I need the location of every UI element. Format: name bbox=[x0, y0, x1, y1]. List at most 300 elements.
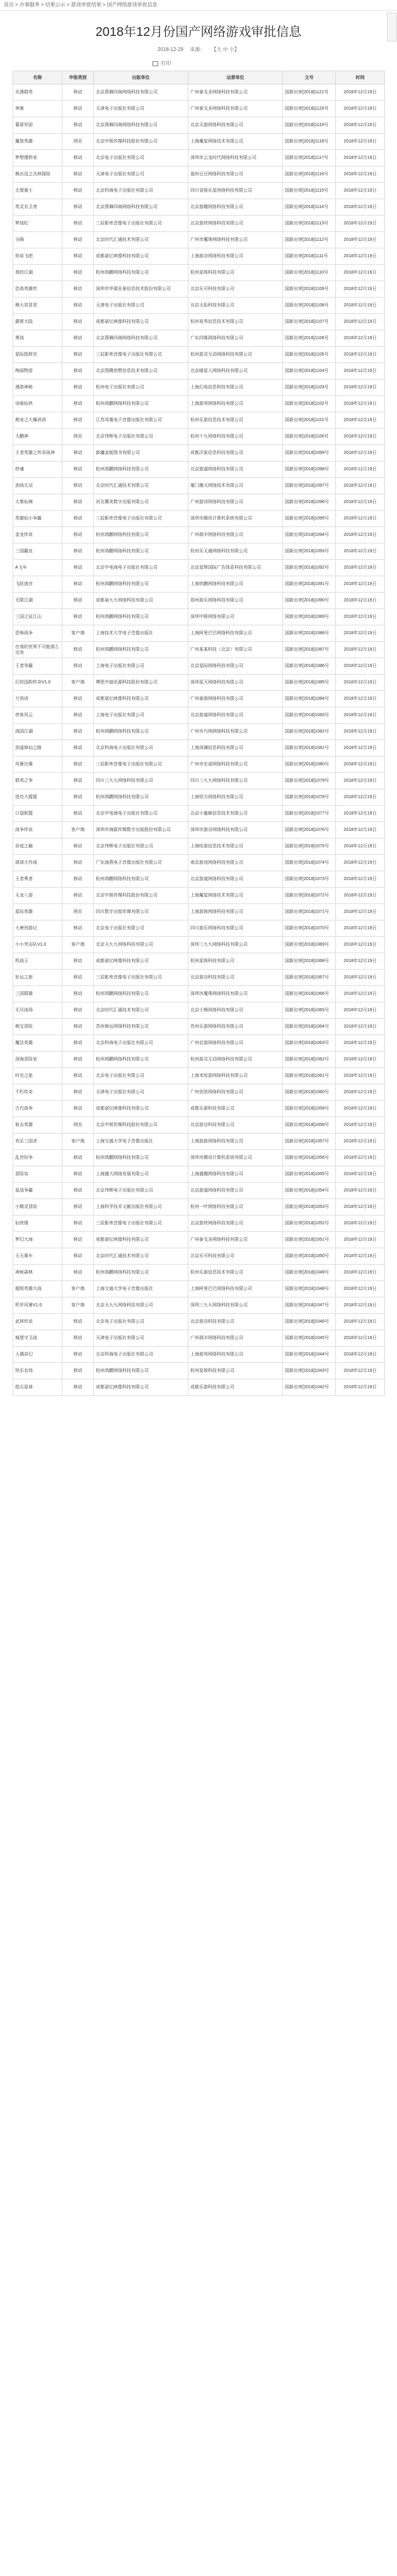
document-no-cell: 国新出审[2018]1103号 bbox=[283, 380, 336, 396]
approval-table bbox=[13, 71, 385, 1396]
game-name-cell: 不朽传奇 bbox=[13, 1084, 62, 1101]
game-name-cell: 梦幻大海 bbox=[13, 1232, 62, 1248]
document-no-cell: 国新出审[2018]1073号 bbox=[283, 871, 336, 888]
date-cell: 2018年12月19日 bbox=[336, 609, 385, 625]
operator-cell: 北京游道网络科技有限公司 bbox=[188, 707, 283, 724]
game-name-cell: 勇战 bbox=[13, 330, 62, 347]
col-header-operator: 运营单位 bbox=[188, 71, 283, 84]
document-no-cell: 国新出审[2018]1095号 bbox=[283, 511, 336, 527]
category-cell: 移动 bbox=[62, 953, 94, 970]
col-header-publisher: 出版单位 bbox=[94, 71, 188, 84]
table-row bbox=[13, 478, 385, 494]
operator-cell: 上海游邦网络科技有限公司 bbox=[188, 1347, 283, 1363]
table-row bbox=[13, 1084, 385, 1101]
category-cell: 移动 bbox=[62, 1330, 94, 1347]
operator-cell: 北京乐可科技有限公司 bbox=[188, 1248, 283, 1265]
game-name-cell: 梦想建桥家 bbox=[13, 150, 62, 166]
date-cell: 2018年12月19日 bbox=[336, 1248, 385, 1265]
document-no-cell: 国新出审[2018]1118号 bbox=[283, 134, 336, 150]
side-panel bbox=[387, 13, 397, 42]
operator-cell: 广州启游网络科技有限公司 bbox=[188, 1035, 283, 1052]
document-no-cell: 国新出审[2018]1070号 bbox=[283, 920, 336, 937]
document-no-cell: 国新出审[2018]1057号 bbox=[283, 1134, 336, 1150]
document-no-cell: 国新出审[2018]1067号 bbox=[283, 970, 336, 986]
category-cell: 客户端 bbox=[62, 1297, 94, 1314]
game-name-cell: 英雄仙小争霸 bbox=[13, 511, 62, 527]
game-name-cell: 无尽战场 bbox=[13, 1002, 62, 1019]
category-cell: 移动 bbox=[62, 1150, 94, 1166]
document-no-cell: 国新出审[2018]1115号 bbox=[283, 183, 336, 199]
publisher-cell: 上海技术大学电子音像出版社 bbox=[94, 625, 188, 642]
date-cell: 2018年12月19日 bbox=[336, 117, 385, 134]
game-name-cell: 机甲风暴V1.0 bbox=[13, 1297, 62, 1314]
category-cell: 移动 bbox=[62, 1347, 94, 1363]
category-cell: 移动 bbox=[62, 1248, 94, 1265]
publisher-cell: 成都诺亿映像科技有限公司 bbox=[94, 1101, 188, 1117]
date-cell: 2018年12月19日 bbox=[336, 1215, 385, 1232]
operator-cell: 深圳三九九网络科技有限公司 bbox=[188, 1297, 283, 1314]
category-cell: 移动 bbox=[62, 757, 94, 773]
operator-cell: 四川游乐网络科技有限公司 bbox=[188, 920, 283, 937]
breadcrumb-results[interactable]: 结果公示 bbox=[45, 2, 66, 8]
game-name-cell: 球球大作战 bbox=[13, 855, 62, 871]
table-row bbox=[13, 838, 385, 855]
publisher-cell: 北京图腾创想信息技术有限公司 bbox=[94, 363, 188, 380]
operator-cell: 北京天拓科技有限公司 bbox=[188, 298, 283, 314]
document-no-cell: 国新出审[2018]1063号 bbox=[283, 1035, 336, 1052]
date-cell: 2018年12月19日 bbox=[336, 1101, 385, 1117]
date-cell: 2018年12月19日 bbox=[336, 625, 385, 642]
operator-cell: 广州泰游网络科技有限公司 bbox=[188, 691, 283, 707]
document-no-cell: 国新出审[2018]1101号 bbox=[283, 412, 336, 429]
game-name-cell: 魔兽英雄 bbox=[13, 134, 62, 150]
operator-cell: 北京游侠网络科技有限公司 bbox=[188, 1215, 283, 1232]
operator-cell: 深圳三九九网络科技有限公司 bbox=[188, 937, 283, 953]
table-row bbox=[13, 953, 385, 970]
publisher-cell: 杭州鸿鹏网络科技有限公司 bbox=[94, 461, 188, 478]
table-row bbox=[13, 363, 385, 380]
document-no-cell: 国新出审[2018]1119号 bbox=[283, 117, 336, 134]
document-no-cell: 国新出审[2018]1087号 bbox=[283, 642, 336, 658]
date-cell: 2018年12月19日 bbox=[336, 838, 385, 855]
document-no-cell: 国新出审[2018]1110号 bbox=[283, 265, 336, 281]
print-button[interactable] bbox=[152, 60, 171, 67]
game-name-cell: 古代战争 bbox=[13, 1101, 62, 1117]
document-no-cell: 国新出审[2018]1108号 bbox=[283, 298, 336, 314]
date-cell: 2018年12月19日 bbox=[336, 1314, 385, 1330]
category-cell: 移动 bbox=[62, 707, 94, 724]
table-row bbox=[13, 1248, 385, 1265]
date-cell: 2018年12月19日 bbox=[336, 445, 385, 461]
category-cell: 移动 bbox=[62, 84, 94, 101]
operator-cell: 广州市魔珠网络科技有限公司 bbox=[188, 232, 283, 248]
operator-cell: 上海阿里巴巴网络科技有限公司 bbox=[188, 625, 283, 642]
operator-cell: 北京游谷科技有限公司 bbox=[188, 1117, 283, 1134]
document-no-cell: 国新出审[2018]1116号 bbox=[283, 166, 336, 183]
document-no-cell: 国新出审[2018]1084号 bbox=[283, 691, 336, 707]
date-cell: 2018年12月19日 bbox=[336, 1265, 385, 1281]
date-cell: 2018年12月19日 bbox=[336, 511, 385, 527]
document-no-cell: 国新出审[2018]1089号 bbox=[283, 609, 336, 625]
publisher-cell: 上海交通大学电子音像出版社 bbox=[94, 1134, 188, 1150]
publisher-cell: 新疆金版图书有限公司 bbox=[94, 445, 188, 461]
table-row bbox=[13, 1150, 385, 1166]
document-no-cell: 国新出审[2018]1050号 bbox=[283, 1248, 336, 1265]
game-name-cell: 无限江湖 bbox=[13, 593, 62, 609]
table-row bbox=[13, 871, 385, 888]
document-no-cell: 国新出审[2018]1072号 bbox=[283, 888, 336, 904]
date-cell: 2018年12月19日 bbox=[336, 1134, 385, 1150]
game-name-cell: 仙侠缘 bbox=[13, 1215, 62, 1232]
table-row bbox=[13, 298, 385, 314]
publisher-cell: 北京电子出版社有限公司 bbox=[94, 1068, 188, 1084]
table-row bbox=[13, 281, 385, 298]
publisher-cell: 杭州鸿鹏网络科技有限公司 bbox=[94, 642, 188, 658]
operator-cell: 上海深渊信息科技有限公司 bbox=[188, 740, 283, 757]
game-name-cell: 拼魂 bbox=[13, 461, 62, 478]
document-no-cell: 国新出审[2018]1062号 bbox=[283, 1052, 336, 1068]
document-no-cell: 国新出审[2018]1059号 bbox=[283, 1101, 336, 1117]
category-cell: 移动 bbox=[62, 461, 94, 478]
category-cell: 移动 bbox=[62, 593, 94, 609]
date-cell: 2018年12月19日 bbox=[336, 1297, 385, 1314]
publisher-cell: 北京中电海电子出版社有限公司 bbox=[94, 560, 188, 576]
category-cell: 移动 bbox=[62, 396, 94, 412]
date-cell: 2018年12月19日 bbox=[336, 1330, 385, 1347]
game-name-cell: 大唐西游记 bbox=[13, 920, 62, 937]
date-cell: 2018年12月19日 bbox=[336, 986, 385, 1002]
table-row bbox=[13, 642, 385, 658]
operator-cell: 深圳市魔珠网络科技有限公司 bbox=[188, 986, 283, 1002]
document-no-cell: 国新出审[2018]1093号 bbox=[283, 543, 336, 560]
category-cell: 移动 bbox=[62, 1052, 94, 1068]
game-name-cell: 奔驰 bbox=[13, 101, 62, 117]
table-row bbox=[13, 609, 385, 625]
publisher-cell: 北京燕舞四海网络科技有限公司 bbox=[94, 199, 188, 216]
game-name-cell: 幻世国韵传奇V1.0 bbox=[13, 675, 62, 691]
date-cell: 2018年12月19日 bbox=[336, 101, 385, 117]
game-name-cell: 城堡守卫战 bbox=[13, 1330, 62, 1347]
document-no-cell: 国新出审[2018]1078号 bbox=[283, 789, 336, 806]
game-name-cell: 绚丽物语 bbox=[13, 363, 62, 380]
document-no-cell: 国新出审[2018]1058号 bbox=[283, 1117, 336, 1134]
date-cell: 2018年12月19日 bbox=[336, 757, 385, 773]
operator-cell: 深圳市腾讯计算机系统有限公司 bbox=[188, 511, 283, 527]
publisher-cell: 天津电子出版社有限公司 bbox=[94, 1330, 188, 1347]
game-name-cell: 射击英雄 bbox=[13, 1117, 62, 1134]
table-row bbox=[13, 396, 385, 412]
date-cell: 2018年12月19日 bbox=[336, 134, 385, 150]
game-name-cell: 王者英雄之传奇战神 bbox=[13, 445, 62, 461]
document-no-cell: 国新出审[2018]1079号 bbox=[283, 773, 336, 789]
category-cell: 移动 bbox=[62, 691, 94, 707]
publisher-cell: 杭州鸿鹏网络科技有限公司 bbox=[94, 871, 188, 888]
date-cell: 2018年12月19日 bbox=[336, 183, 385, 199]
game-name-cell: 王者勇者 bbox=[13, 871, 62, 888]
table-row bbox=[13, 855, 385, 871]
category-cell: 移动 bbox=[62, 166, 94, 183]
table-row bbox=[13, 265, 385, 281]
date-cell: 2018年12月19日 bbox=[336, 642, 385, 658]
category-cell: 移动 bbox=[62, 1183, 94, 1199]
game-name-cell: 时光之旅 bbox=[13, 1068, 62, 1084]
date-cell: 2018年12月19日 bbox=[336, 560, 385, 576]
category-cell: 移动 bbox=[62, 380, 94, 396]
operator-cell: 四川三九九网络科技有限公司 bbox=[188, 773, 283, 789]
category-cell: 移动 bbox=[62, 1019, 94, 1035]
document-no-cell: 国新出审[2018]1109号 bbox=[283, 281, 336, 298]
table-row bbox=[13, 724, 385, 740]
document-no-cell: 国新出审[2018]1099号 bbox=[283, 445, 336, 461]
font-size-switcher[interactable]: 【大 中 小】 bbox=[211, 47, 239, 52]
operator-cell: 北京小蜜蜂信息技术有限公司 bbox=[188, 806, 283, 822]
operator-cell: 杭州乐游信息技术有限公司 bbox=[188, 1265, 283, 1281]
breadcrumb-services[interactable]: 办事服务 bbox=[19, 2, 40, 8]
publisher-cell: 三辰影库音像电子出版社有限公司 bbox=[94, 1215, 188, 1232]
category-cell: 移动 bbox=[62, 838, 94, 855]
game-name-cell: 万剑诀 bbox=[13, 691, 62, 707]
date-cell: 2018年12月19日 bbox=[336, 1363, 385, 1379]
date-cell: 2018年12月19日 bbox=[336, 1150, 385, 1166]
date-cell: 2018年12月19日 bbox=[336, 937, 385, 953]
publisher-cell: 北京科海电子出版社有限公司 bbox=[94, 183, 188, 199]
operator-cell: 上海游谷网络科技有限公司 bbox=[188, 248, 283, 265]
date-cell: 2018年12月19日 bbox=[336, 281, 385, 298]
publisher-cell: 深圳市华源亚泰信息技术股份有限公司 bbox=[94, 281, 188, 298]
game-name-cell: 奇迹之巅 bbox=[13, 838, 62, 855]
breadcrumb-home[interactable]: 首页 bbox=[4, 2, 14, 8]
operator-cell: 北京游趣网络科技有限公司 bbox=[188, 199, 283, 216]
operator-cell: 上海哈游信息技术有限公司 bbox=[188, 838, 283, 855]
table-row bbox=[13, 330, 385, 347]
game-name-cell: 分隔 bbox=[13, 232, 62, 248]
table-row bbox=[13, 675, 385, 691]
table-row bbox=[13, 1183, 385, 1199]
publisher-cell: 三辰影库音像电子出版社有限公司 bbox=[94, 757, 188, 773]
operator-cell: 杭州乐游信息技术有限公司 bbox=[188, 412, 283, 429]
table-row bbox=[13, 380, 385, 396]
col-header-date: 时间 bbox=[336, 71, 385, 84]
table-row bbox=[13, 511, 385, 527]
table-row bbox=[13, 216, 385, 232]
operator-cell: 上海游族网络科技有限公司 bbox=[188, 1134, 283, 1150]
game-name-cell: 乱世纷争 bbox=[13, 1150, 62, 1166]
category-cell: 移动 bbox=[62, 609, 94, 625]
game-name-cell: 武林传说 bbox=[13, 1314, 62, 1330]
game-name-cell: 星战争霸 bbox=[13, 1183, 62, 1199]
table-row bbox=[13, 183, 385, 199]
category-cell: 移动 bbox=[62, 150, 94, 166]
publisher-cell: 北京时代汇通技术有限公司 bbox=[94, 232, 188, 248]
table-row bbox=[13, 494, 385, 511]
operator-cell: 广州市宏诺网络科技有限公司 bbox=[188, 757, 283, 773]
publisher-cell: 杭州鸿鹏网络科技有限公司 bbox=[94, 789, 188, 806]
game-name-cell: 金龙传说 bbox=[13, 527, 62, 543]
table-row bbox=[13, 166, 385, 183]
publisher-cell: 北京中娱传媒科技股份有限公司 bbox=[94, 888, 188, 904]
date-cell: 2018年12月19日 bbox=[336, 412, 385, 429]
table-row bbox=[13, 347, 385, 363]
publisher-cell: 杭州鸿鹏网络科技有限公司 bbox=[94, 1052, 188, 1068]
game-name-cell: 星际英雄 bbox=[13, 904, 62, 920]
category-cell: 移动 bbox=[62, 248, 94, 265]
date-cell: 2018年12月19日 bbox=[336, 953, 385, 970]
document-no-cell: 国新出审[2018]1106号 bbox=[283, 330, 336, 347]
document-no-cell: 国新出审[2018]1076号 bbox=[283, 822, 336, 838]
operator-cell: 广东四维网络科技有限公司 bbox=[188, 330, 283, 347]
operator-cell: 成都乐游科技有限公司 bbox=[188, 1379, 283, 1396]
game-name-cell: 剑道修仙之路 bbox=[13, 740, 62, 757]
document-no-cell: 国新出审[2018]1060号 bbox=[283, 1084, 336, 1101]
document-no-cell: 国新出审[2018]1114号 bbox=[283, 199, 336, 216]
publisher-cell: 博思中迪讯源科技股份有限公司 bbox=[94, 675, 188, 691]
table-row bbox=[13, 1297, 385, 1314]
table-header-row bbox=[13, 71, 385, 84]
operator-cell: 北京游谷科技有限公司 bbox=[188, 970, 283, 986]
publisher-cell: 北京天九九网络科技有限公司 bbox=[94, 1297, 188, 1314]
operator-cell: 北京游道网络科技有限公司 bbox=[188, 1183, 283, 1199]
date-cell: 2018年12月19日 bbox=[336, 1379, 385, 1396]
document-no-cell: 国新出审[2018]1053号 bbox=[283, 1199, 336, 1215]
table-row bbox=[13, 1035, 385, 1052]
operator-cell: 北京星际网络科技有限公司 bbox=[188, 658, 283, 675]
date-cell: 2018年12月19日 bbox=[336, 806, 385, 822]
table-row bbox=[13, 101, 385, 117]
document-no-cell: 国新出审[2018]1117号 bbox=[283, 150, 336, 166]
date-cell: 2018年12月19日 bbox=[336, 724, 385, 740]
table-row bbox=[13, 1166, 385, 1183]
approval-table-container bbox=[13, 71, 384, 1396]
publisher-cell: 北京伟辉电子出版社有限公司 bbox=[94, 429, 188, 445]
game-name-cell: 口袋联盟 bbox=[13, 806, 62, 822]
document-no-cell: 国新出审[2018]1049号 bbox=[283, 1265, 336, 1281]
table-row bbox=[13, 117, 385, 134]
date-cell: 2018年12月19日 bbox=[336, 314, 385, 330]
category-cell: 移动 bbox=[62, 445, 94, 461]
document-no-cell: 国新出审[2018]1107号 bbox=[283, 314, 336, 330]
table-row bbox=[13, 199, 385, 216]
date-cell: 2018年12月19日 bbox=[336, 429, 385, 445]
publisher-cell: 成都诺亿映像科技有限公司 bbox=[94, 1379, 188, 1396]
date-cell: 2018年12月19日 bbox=[336, 1117, 385, 1134]
category-cell: 网页 bbox=[62, 429, 94, 445]
breadcrumb: 首页 > 办事服务 > 结果公示 > 游戏审批结果 > 国产网络游戏审批信息 bbox=[0, 0, 397, 11]
publisher-cell: 北京伟辉电子出版社有限公司 bbox=[94, 838, 188, 855]
game-name-cell: 恐高英雄传 bbox=[13, 281, 62, 298]
category-cell: 移动 bbox=[62, 560, 94, 576]
document-no-cell: 国新出审[2018]1069号 bbox=[283, 937, 336, 953]
category-cell: 移动 bbox=[62, 1068, 94, 1084]
article-meta bbox=[0, 46, 397, 54]
date-cell: 2018年12月19日 bbox=[336, 1002, 385, 1019]
game-name-cell: 快乐农场 bbox=[13, 1363, 62, 1379]
game-name-cell: 天天赛车 bbox=[13, 1248, 62, 1265]
table-row bbox=[13, 1281, 385, 1297]
operator-cell: 广州泰戈多网络科技有限公司 bbox=[188, 84, 283, 101]
category-cell: 移动 bbox=[62, 232, 94, 248]
operator-cell: 成都乐游科技有限公司 bbox=[188, 1101, 283, 1117]
game-name-cell: 天龙八部 bbox=[13, 888, 62, 904]
category-cell: 移动 bbox=[62, 330, 94, 347]
table-row bbox=[13, 625, 385, 642]
publisher-cell: 北京中电海电子出版社有限公司 bbox=[94, 806, 188, 822]
date-cell: 2018年12月19日 bbox=[336, 1281, 385, 1297]
publisher-cell: 成都泉九九网络科技有限公司 bbox=[94, 593, 188, 609]
document-no-cell: 国新出审[2018]1075号 bbox=[283, 838, 336, 855]
date-cell: 2018年12月19日 bbox=[336, 904, 385, 920]
category-cell: 移动 bbox=[62, 412, 94, 429]
operator-cell: 郑州游乐网络科技有限公司 bbox=[188, 593, 283, 609]
game-name-cell: 战国江湖 bbox=[13, 724, 62, 740]
category-cell: 移动 bbox=[62, 773, 94, 789]
date-cell: 2018年12月19日 bbox=[336, 593, 385, 609]
table-row bbox=[13, 773, 385, 789]
publisher-cell: 北京时代汇通技术有限公司 bbox=[94, 478, 188, 494]
operator-cell: 北京游道网络科技有限公司 bbox=[188, 871, 283, 888]
table-row bbox=[13, 1068, 385, 1084]
date-cell: 2018年12月19日 bbox=[336, 199, 385, 216]
publisher-cell: 三辰影库音像电子出版社有限公司 bbox=[94, 970, 188, 986]
game-name-cell: 三国群雄 bbox=[13, 986, 62, 1002]
operator-cell: 上海米哈游网络科技有限公司 bbox=[188, 1068, 283, 1084]
table-row bbox=[13, 1215, 385, 1232]
operator-cell: 苏州乐游网络科技有限公司 bbox=[188, 1019, 283, 1035]
game-name-cell: 人偶奇幻 bbox=[13, 1347, 62, 1363]
table-row bbox=[13, 707, 385, 724]
operator-cell: 上海恒方网络科技有限公司 bbox=[188, 789, 283, 806]
category-cell: 移动 bbox=[62, 1166, 94, 1183]
table-row bbox=[13, 527, 385, 543]
table-row bbox=[13, 904, 385, 920]
operator-cell: 广州游诗网络科技有限公司 bbox=[188, 494, 283, 511]
date-cell: 2018年12月19日 bbox=[336, 363, 385, 380]
document-no-cell: 国新出审[2018]1120号 bbox=[283, 101, 336, 117]
table-row bbox=[13, 1379, 385, 1396]
game-name-cell: 侠客风云 bbox=[13, 707, 62, 724]
date-cell: 2018年12月19日 bbox=[336, 576, 385, 593]
date-cell: 2018年12月19日 bbox=[336, 855, 385, 871]
category-cell: 移动 bbox=[62, 576, 94, 593]
category-cell: 移动 bbox=[62, 740, 94, 757]
game-name-cell: 萌宝冒险 bbox=[13, 1019, 62, 1035]
operator-cell: 杭州星娱科技有限公司 bbox=[188, 1363, 283, 1379]
table-row bbox=[13, 232, 385, 248]
publisher-cell: 北京时代汇通技术有限公司 bbox=[94, 1002, 188, 1019]
category-cell: 客户端 bbox=[62, 1134, 94, 1150]
table-row bbox=[13, 740, 385, 757]
document-no-cell: 国新出审[2018]1104号 bbox=[283, 363, 336, 380]
publisher-cell: 杭州鸿鹏网络科技有限公司 bbox=[94, 265, 188, 281]
date-cell: 2018年12月19日 bbox=[336, 543, 385, 560]
publisher-cell: 上海电子出版社有限公司 bbox=[94, 707, 188, 724]
game-name-cell: 欢乐三国杀 bbox=[13, 1134, 62, 1150]
publisher-cell: 四川三九九网络科技有限公司 bbox=[94, 773, 188, 789]
operator-cell: 北京游道网络科技有限公司 bbox=[188, 461, 283, 478]
game-name-cell: 我的江湖 bbox=[13, 265, 62, 281]
operator-cell: 杭州易秀信息技术有限公司 bbox=[188, 314, 283, 330]
operator-cell: 深圳星天网络科技有限公司 bbox=[188, 675, 283, 691]
game-name-cell: 深海冒险家 bbox=[13, 1052, 62, 1068]
game-name-cell: 在我的世界不可能那么完美 bbox=[13, 642, 62, 658]
table-row bbox=[13, 1199, 385, 1215]
table-row bbox=[13, 1330, 385, 1347]
operator-cell: 上海魔星网络技术有限公司 bbox=[188, 888, 283, 904]
publisher-cell: 四川数字出版传媒有限公司 bbox=[94, 904, 188, 920]
game-name-cell: 萌宠之大爆消消 bbox=[13, 412, 62, 429]
breadcrumb-game-approval[interactable]: 游戏审批结果 bbox=[71, 2, 101, 8]
table-row bbox=[13, 314, 385, 330]
document-no-cell: 国新出审[2018]1082号 bbox=[283, 724, 336, 740]
